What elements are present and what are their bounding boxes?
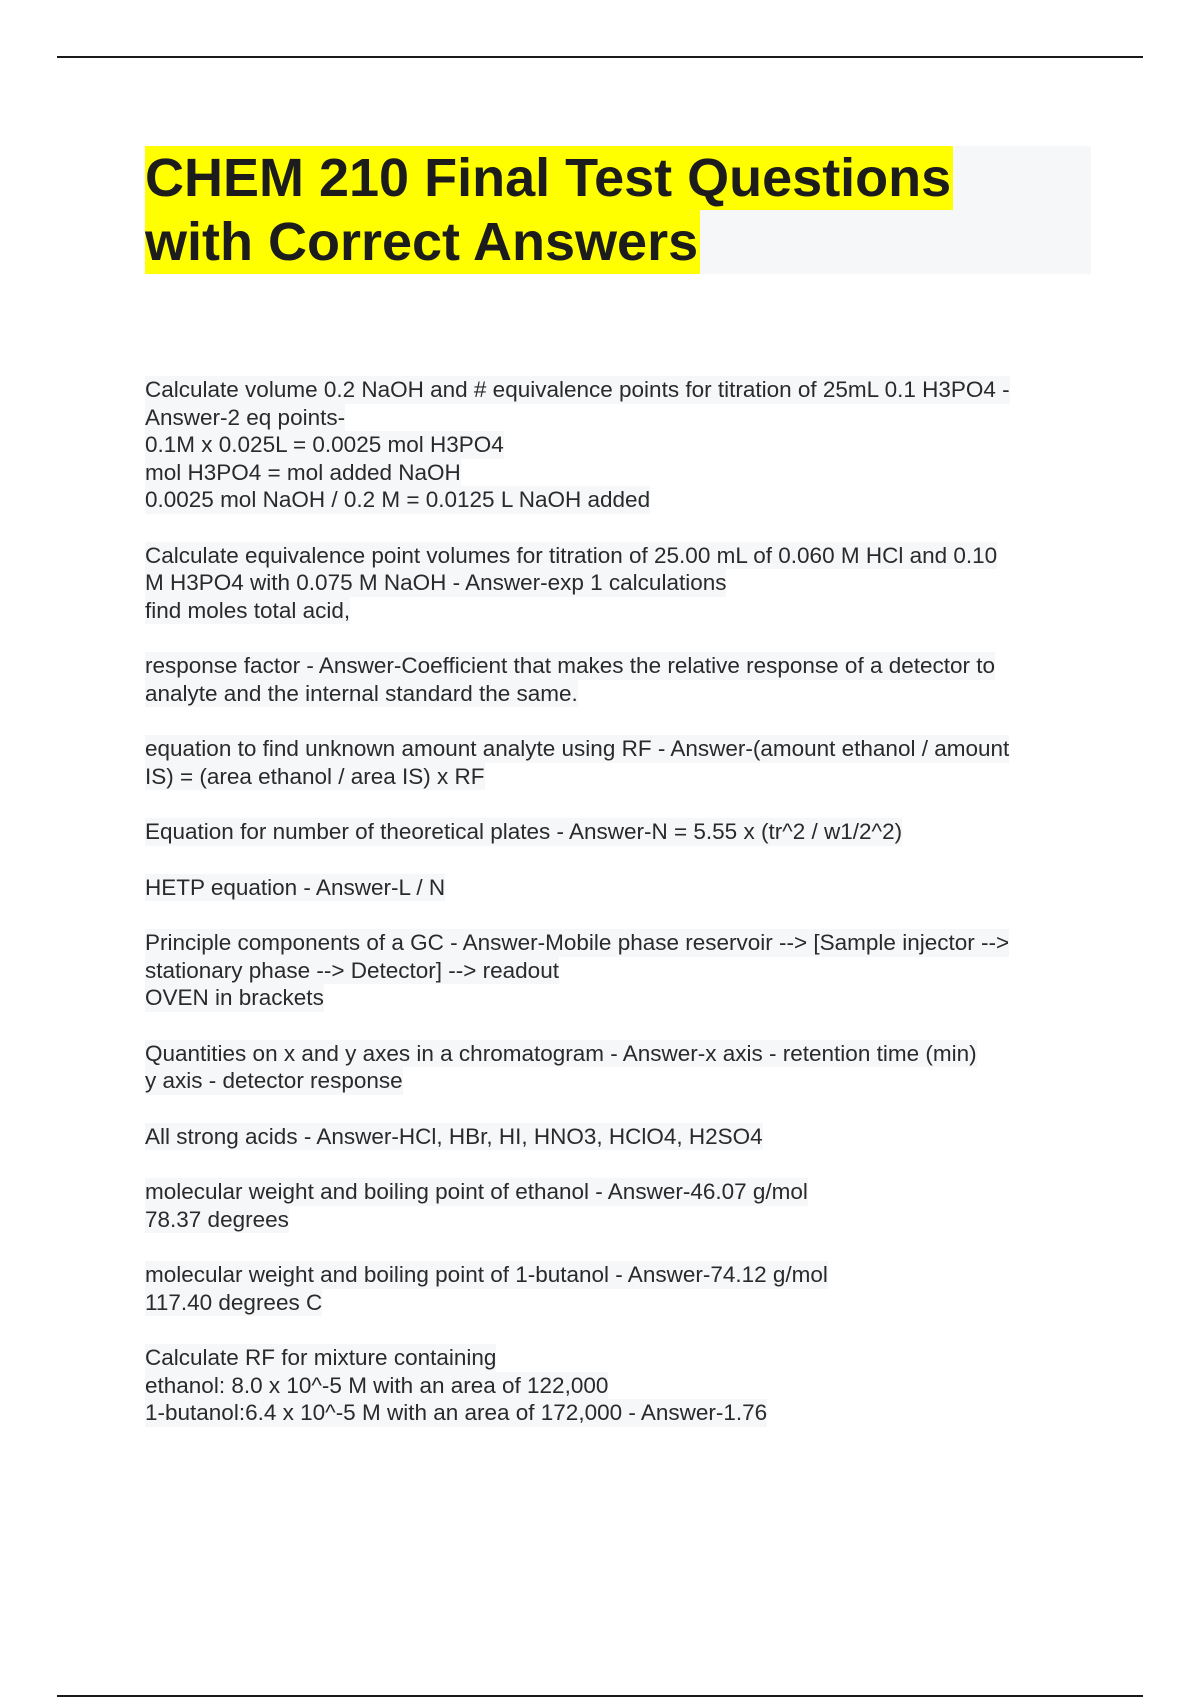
qa-line: Equation for number of theoretical plates - Answer-N = 5.55 x (tr^2 / w1/2^2) bbox=[145, 819, 903, 844]
qa-line: y axis - detector response bbox=[145, 1068, 403, 1093]
qa-item bbox=[145, 929, 1091, 1012]
document-title bbox=[145, 146, 1091, 274]
bottom-rule bbox=[57, 1695, 1143, 1697]
qa-line: mol H3PO4 = mol added NaOH bbox=[145, 459, 461, 485]
qa-line: 78.37 degrees bbox=[145, 1206, 289, 1232]
qa-line: Principle components of a GC - Answer-Mobile phase reservoir --> [Sample injector --> bbox=[145, 930, 1010, 955]
qa-line: Calculate volume 0.2 NaOH and # equivalence points for titration of 25mL 0.1 H3PO4 - bbox=[145, 377, 1010, 402]
qa-list bbox=[145, 376, 1091, 1455]
qa-line: HETP equation - Answer-L / N bbox=[145, 874, 446, 900]
qa-line: OVEN in brackets bbox=[145, 985, 324, 1010]
title-block bbox=[145, 146, 1091, 274]
qa-item bbox=[145, 1123, 1091, 1151]
qa-item bbox=[145, 542, 1091, 625]
top-rule bbox=[57, 56, 1143, 58]
qa-line: Answer-2 eq points- bbox=[145, 404, 346, 430]
qa-line: Quantities on x and y axes in a chromatogram - Answer-x axis - retention time (min) bbox=[145, 1040, 977, 1066]
qa-item bbox=[145, 1178, 1091, 1233]
title-line: with Correct Answers bbox=[145, 212, 699, 272]
qa-line: Calculate equivalence point volumes for titration of 25.00 mL of 0.060 M HCl and 0.10 bbox=[145, 542, 998, 568]
qa-line: Calculate RF for mixture containing bbox=[145, 1345, 497, 1370]
qa-item bbox=[145, 1040, 1091, 1095]
qa-item bbox=[145, 376, 1091, 514]
qa-item bbox=[145, 1261, 1091, 1316]
qa-item bbox=[145, 874, 1091, 902]
qa-line: ethanol: 8.0 x 10^-5 M with an area of 122,000 bbox=[145, 1372, 609, 1398]
qa-item bbox=[145, 1344, 1091, 1427]
title-line: CHEM 210 Final Test Questions bbox=[145, 148, 952, 208]
qa-line: 0.0025 mol NaOH / 0.2 M = 0.0125 L NaOH added bbox=[145, 487, 651, 512]
qa-line: 117.40 degrees C bbox=[145, 1289, 323, 1315]
qa-line: stationary phase --> Detector] --> readout bbox=[145, 957, 559, 983]
qa-line: 1-butanol:6.4 x 10^-5 M with an area of 172,000 - Answer-1.76 bbox=[145, 1400, 768, 1425]
qa-line: find moles total acid, bbox=[145, 597, 351, 623]
qa-line: response factor - Answer-Coefficient that makes the relative response of a detector to bbox=[145, 653, 996, 678]
qa-line: IS) = (area ethanol / area IS) x RF bbox=[145, 763, 485, 789]
qa-line: All strong acids - Answer-HCl, HBr, HI, HNO3, HClO4, H2SO4 bbox=[145, 1123, 763, 1149]
qa-item bbox=[145, 735, 1091, 790]
qa-item bbox=[145, 652, 1091, 707]
qa-line: equation to find unknown amount analyte using RF - Answer-(amount ethanol / amount bbox=[145, 736, 1010, 761]
qa-line: molecular weight and boiling point of 1-butanol - Answer-74.12 g/mol bbox=[145, 1262, 828, 1287]
qa-line: analyte and the internal standard the same. bbox=[145, 680, 578, 706]
qa-line: molecular weight and boiling point of ethanol - Answer-46.07 g/mol bbox=[145, 1179, 808, 1204]
qa-line: M H3PO4 with 0.075 M NaOH - Answer-exp 1 calculations bbox=[145, 570, 727, 595]
qa-line: 0.1M x 0.025L = 0.0025 mol H3PO4 bbox=[145, 432, 504, 457]
qa-item bbox=[145, 818, 1091, 846]
